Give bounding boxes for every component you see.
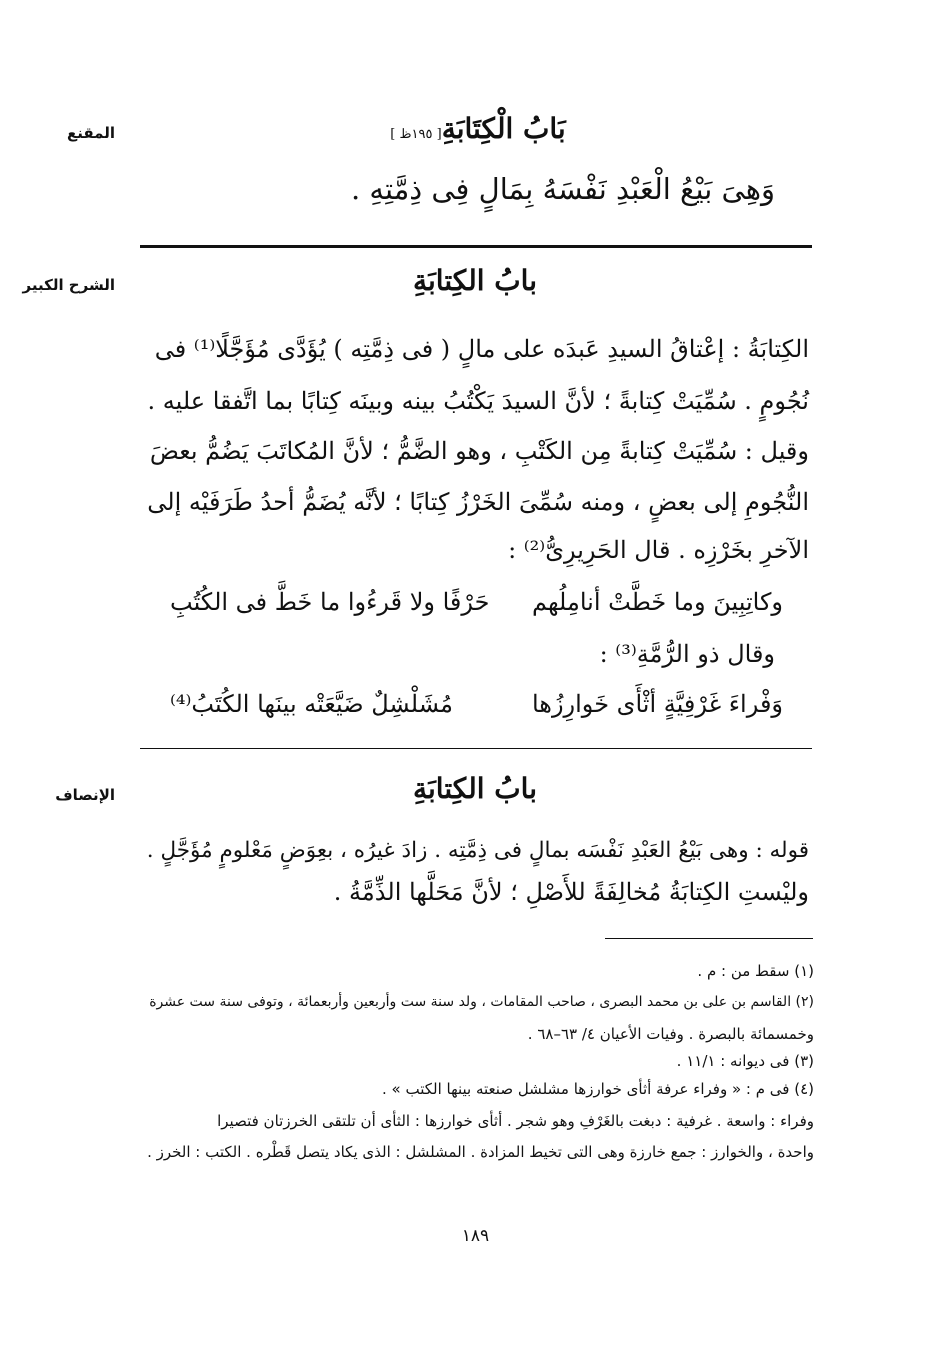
footnote-2: (٢) القاسم بن على بن محمد البصرى ، صاحب المقامات ، ولد سنة ست وأربعين وأربعمائة ، وتوفى سنة ست عشرة xyxy=(149,994,814,1010)
muqni-title: بَابُ الْكِتَابَةِ xyxy=(441,112,566,145)
sharh-line-2: نُجُومٍ . سُمِّيَتْ كِتابةً ؛ لأنَّ السيدَ يَكْتُبُ بينه وبينَه كِتابًا بما اتَّفقا عليه . xyxy=(147,387,809,415)
muqni-heading xyxy=(140,112,810,145)
sharh-line-4: النُّجُومِ إلى بعضٍ ، ومنه سُمِّىَ الخَرْزُ كِتابًا ؛ لأنَّه يُضَمُّ أحدُ طَرَفَيْه إلى xyxy=(147,488,809,516)
side-label-sharh: الشرح الكبير xyxy=(22,276,115,294)
sharh-line-3: وقيل : سُمِّيَتْ كِتابةً مِن الكَتْبِ ، وهو الضَّمُّ ؛ لأنَّ المُكاتَبَ يَضُمُّ بعضَ xyxy=(149,437,809,465)
page-number: ١٨٩ xyxy=(461,1226,490,1246)
insaf-line-2: وليْستِ الكِتابَةُ مُخالِفَةً للأَصْلِ ؛ لأنَّ مَحَلَّها الذِّمَّةُ . xyxy=(333,878,809,906)
folio-marker: [ ١٩٥ظ ] xyxy=(390,127,442,142)
verse-1-second-hemistich: حَرْفًا ولا قَرءُوا ما خَطَّ فى الكُتُبِ xyxy=(170,588,490,616)
footnote-3: (٣) فى ديوانه : ١١/١ . xyxy=(676,1052,814,1070)
footnote-1: (١) سقط من : م . xyxy=(697,962,814,980)
sharh-line-5: الآخرِ بخَرْزِه . قال الحَرِيرِىُّ⁽²⁾ : xyxy=(508,536,809,564)
section-rule-2 xyxy=(140,748,812,749)
footnote-4-gloss-2: واحدة ، والخوارز : جمع خارزة وهى التى تخيط المزادة . المشلشل : الذى يكاد يتصل قَطْره . الكتب : الخرز . xyxy=(147,1143,814,1161)
side-label-insaf: الإنصاف xyxy=(55,786,115,804)
footnote-2-cont: وخمسمائة بالبصرة . وفيات الأعيان ٤/ ٦٣–٦٨ . xyxy=(527,1025,814,1043)
side-label-muqni: المقنع xyxy=(67,124,115,142)
verse-1-first-hemistich: وكاتِبِينَ وما خَطَّتْ أنامِلُهم xyxy=(532,588,783,616)
footnote-rule xyxy=(605,938,813,939)
footnote-4-gloss-1: وفراء : واسعة . غرفية : دبغت بالغَرْفِ وهو شجر . أثأى خوارزها : الثأى أن تلتقى الخرزتان فتصيرا xyxy=(217,1112,814,1130)
section-rule-1 xyxy=(140,245,812,248)
verse-2-first-hemistich: وَفْراءَ غَرْفِيَّةٍ أثْأَى خَوارِزُها xyxy=(531,690,783,718)
verse-2-second-hemistich: مُشَلْشِلٌ ضَيَّعَتْه بينَها الكُتَبُ⁽⁴⁾ xyxy=(170,690,453,718)
insaf-title: بابُ الكِتابَةِ xyxy=(413,772,537,805)
sharh-title: بابُ الكِتابَةِ xyxy=(413,264,537,297)
sharh-intro-2: وقال ذو الرُّمَّةِ⁽³⁾ : xyxy=(599,640,775,668)
footnote-4: (٤) فى م : « وفراء عرفة أثأى خوارزها مشلشل صنعته بينها الكتب » . xyxy=(381,1080,814,1098)
sharh-line-1: الكِتابَةُ : إعْتاقُ السيدِ عَبدَه على مالٍ ( فى ذِمَّتِه ) يُؤَدَّى مُؤَجَّلًا⁽¹⁾ فى xyxy=(154,335,809,363)
insaf-line-1: قوله : وهى بَيْعُ العَبْدِ نَفْسَه بمالٍ فى ذِمَّتِه . زادَ غيرُه ، بعِوَضٍ مَعْلومٍ مُؤَجَّلٍ . xyxy=(146,838,809,863)
muqni-definition: وَهِىَ بَيْعُ الْعَبْدِ نَفْسَهُ بِمَالٍ فِى ذِمَّتِهِ . xyxy=(350,172,775,206)
